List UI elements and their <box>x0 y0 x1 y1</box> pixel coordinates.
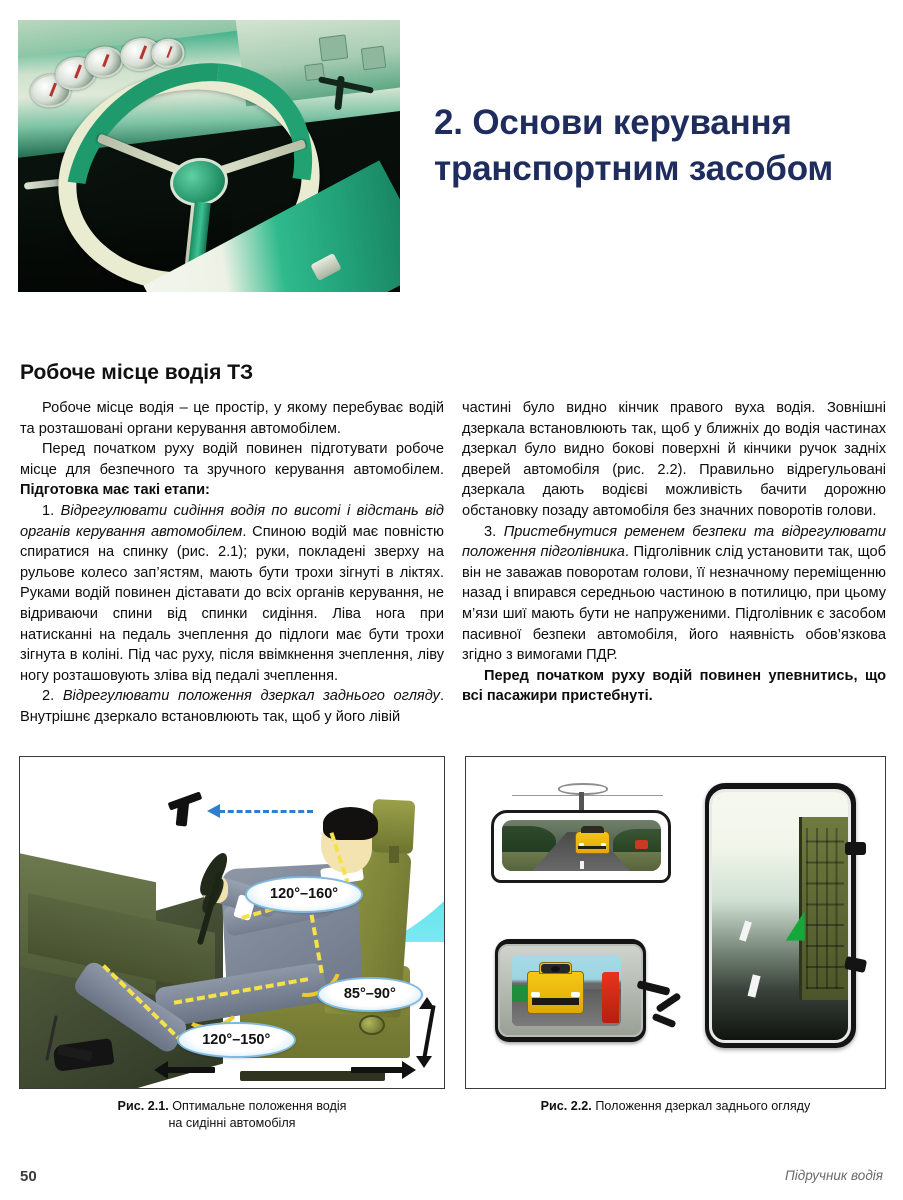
seat-slide-arrow-icon <box>351 1067 406 1073</box>
air-vent-icon <box>361 46 386 70</box>
interior-mirror-glass <box>502 820 661 871</box>
sight-line-arrow-icon <box>207 804 220 818</box>
page-number: 50 <box>20 1168 37 1185</box>
paragraph-left-2-text: Перед початком руху водій повинен підготувати робоче місце для безпечного та зручного керування автомобілем. <box>20 441 444 478</box>
body-text-left-column <box>20 398 444 728</box>
figure-2-2-caption-text: Положення дзеркал заднього огляду <box>595 1099 811 1113</box>
paragraph-left-4 <box>20 686 444 727</box>
car-interior-photo <box>18 20 400 292</box>
seat-slide-arrow-head-icon <box>402 1061 416 1079</box>
road-lane-marking <box>739 920 752 941</box>
angle-badge-hip: 85°–90° <box>317 977 423 1012</box>
figure-2-1-caption-line-1: Оптимальне положення водія <box>172 1099 347 1113</box>
paragraph-left-2-bold: Підготовка має такі етапи: <box>20 482 210 499</box>
list-number-2: 2. <box>42 688 63 705</box>
paragraph-left-2 <box>20 439 444 501</box>
mirror-bracket-arm <box>845 842 866 855</box>
seat-slide-arrow-icon <box>160 1067 215 1073</box>
car-grille <box>532 998 578 1005</box>
chapter-title-line-2: транспортним засобом <box>434 149 834 188</box>
backrest-tilt-arrow-icon <box>423 1005 436 1058</box>
paragraph-right-1: частині було видно кінчик правого вуха водія. Зовнішні дзеркала встановлюють так, щоб у ближніх до водія частинах дзеркал було видно бокові поверхні й кінчики ручок задніх дверей автомобіля (рис. 2.2). Правильно відрегульовані дзеркала дають водієві можливість бачити дорожню обстановку позаду автомобіля без значних поворотів голови. <box>462 400 886 519</box>
figure-2-1 <box>19 756 445 1089</box>
list-number-3: 3. <box>484 523 504 540</box>
paragraph-left-4-emphasis: Відрегулювати положення дзеркал заднього огляду <box>62 688 440 705</box>
backrest-tilt-arrow-head-icon <box>416 1056 432 1068</box>
distant-vehicle <box>635 840 648 848</box>
overtaking-yellow-car <box>527 971 584 1015</box>
list-number-1: 1. <box>42 502 61 519</box>
headlight-icon <box>579 843 584 845</box>
paragraph-right-2-emphasis: Пристебнутися ременем безпеки та відрегулювати положення підголівника <box>462 523 886 561</box>
figure-2-1-caption-label: Рис. 2.1. <box>117 1099 169 1113</box>
mirror-bracket-arm <box>652 1013 677 1029</box>
book-title-footer: Підручник водія <box>784 1168 883 1183</box>
headlight-icon <box>531 992 540 998</box>
section-heading: Робоче місце водія ТЗ <box>20 361 254 384</box>
paragraph-left-1: Робоче місце водія – це простір, у якому перебуває водій та розташовані органи керування автомобілем. <box>20 400 444 437</box>
paragraph-right-2-text: . Підголівник слід установити так, щоб він не заважав поворотам голови, її незначному переміщенню назад і впирався середньою частиною в потилицю, при цьому м’язи шиї мають бути не напруженими. Підголівник є засобом пасивної безпеки автомобіля, його наявність обов’язкова згідно з вимогами ПДР. <box>462 544 886 664</box>
following-yellow-car <box>575 831 610 854</box>
figure-2-2-caption <box>465 1098 886 1115</box>
backrest-tilt-arrow-head-icon <box>419 997 435 1009</box>
sight-line-dashed <box>219 810 312 813</box>
truck-mirror-glass <box>709 789 851 1043</box>
paragraph-right-3-bold: Перед початком руху водій повинен упевнитись, що всі пасажири пристебнуті. <box>462 667 886 705</box>
figure-2-2 <box>465 756 886 1089</box>
side-mirror-glass <box>512 955 622 1026</box>
side-mirror-housing <box>495 939 646 1042</box>
paragraph-right-2 <box>462 522 886 666</box>
paragraph-left-3 <box>20 501 444 686</box>
headlight-icon <box>601 843 606 845</box>
body-text-right-column <box>462 398 886 707</box>
truck-mirror-housing <box>705 783 856 1048</box>
seat-slide-arrow-head-icon <box>154 1061 168 1079</box>
ceiling-line <box>512 795 663 796</box>
road-lane-marking <box>580 861 584 869</box>
figure-2-1-caption <box>19 1098 445 1132</box>
paragraph-right-3 <box>462 666 886 707</box>
roadside-green-wedge <box>786 911 805 941</box>
figure-2-2-caption-label: Рис. 2.2. <box>540 1099 592 1113</box>
headlight-icon <box>571 992 580 998</box>
angle-badge-elbow: 120°–160° <box>245 876 364 912</box>
road-lane-marking <box>748 975 761 999</box>
paragraph-left-3-text: . Спиною водій має повністю спиратися на спинку (рис. 2.1); руки, покладені зверху на рульове колесо зап’ястям, мають бути трохи зігнуті в ліктях. Руками водій повинен діставати до всіх органів керування, не відриваючи спини від спинки сидіння. Ліва нога при натисканні на педаль зчеплення до підлоги має бути трохи зігнута в коліні. Під час руху, після ввімкнення зчеплення, ліву ногу розташовують зліва від педалі зчеплення. <box>20 523 444 684</box>
page-header <box>0 0 903 330</box>
side-mirror-bezel <box>498 944 643 1036</box>
paragraph-left-4-text: . Внутрішнє дзеркало встановлюють так, щоб у його лівій <box>20 688 444 725</box>
mirror-stem <box>579 792 584 812</box>
air-vent-icon <box>318 35 348 63</box>
angle-badge-knee: 120°–150° <box>177 1022 296 1058</box>
seat-adjust-knob <box>359 1015 384 1035</box>
paragraph-left-3-emphasis: Відрегулювати сидіння водія по висоті і відстань від органів керування автомобілем <box>20 502 444 540</box>
own-car-red-body <box>602 972 620 1023</box>
chapter-title <box>434 100 884 192</box>
headrest-stem <box>389 846 400 863</box>
mirror-bracket-arm <box>656 992 683 1013</box>
chapter-title-line-1: 2. Основи керування <box>434 103 792 142</box>
truck-trailer-side <box>799 817 848 1001</box>
figure-2-1-caption-line-2: на сидінні автомобіля <box>168 1116 296 1130</box>
